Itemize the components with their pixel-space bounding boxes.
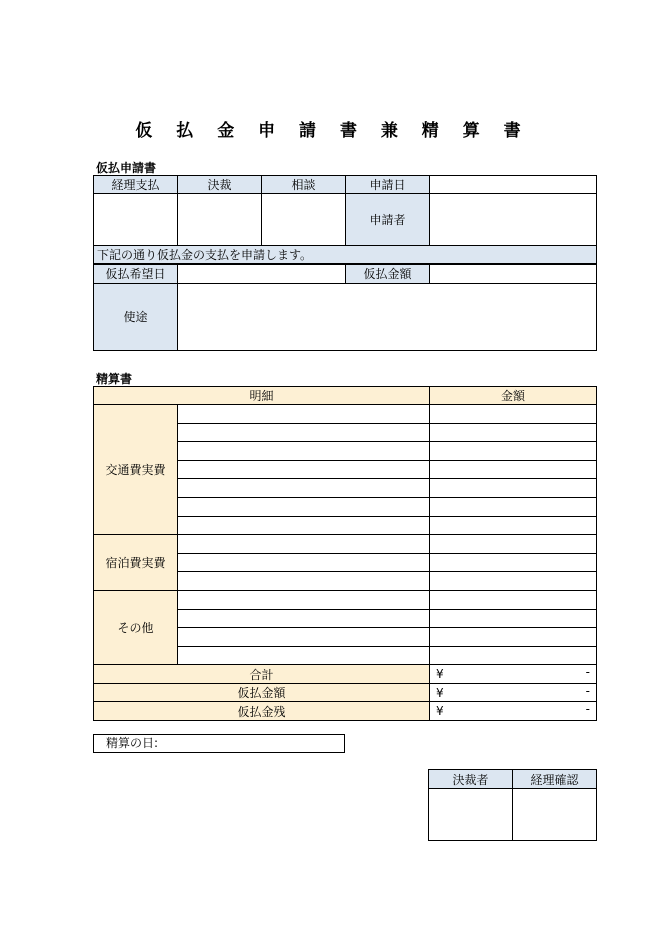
detail-row[interactable] (178, 479, 430, 498)
accounting-check-header: 経理確認 (513, 770, 597, 789)
advance-balance-amount (430, 702, 597, 721)
total-amount (430, 665, 597, 684)
amount-header: 金額 (430, 387, 597, 405)
yen-symbol: ¥ (436, 704, 444, 719)
settlement-date-label: 精算の日: (106, 736, 159, 750)
amount-row[interactable] (430, 423, 597, 442)
detail-row[interactable] (178, 442, 430, 461)
amount-row[interactable] (430, 590, 597, 609)
advance-total-value: - (585, 683, 591, 698)
detail-row[interactable] (178, 516, 430, 535)
consultation-stamp-box[interactable] (262, 194, 346, 246)
detail-row[interactable] (178, 572, 430, 591)
applicant-label: 申請者 (346, 194, 430, 246)
total-value: - (585, 665, 591, 680)
settlement-section-label: 精算書 (96, 372, 133, 386)
yen-symbol: ¥ (436, 685, 444, 700)
request-table (93, 175, 597, 351)
request-notice: 下記の通り仮払金の支払を申請します。 (94, 246, 597, 265)
detail-row[interactable] (178, 553, 430, 572)
amount-row[interactable] (430, 460, 597, 479)
category-other: その他 (94, 590, 178, 664)
request-section-label: 仮払申請書 (96, 161, 157, 175)
amount-row[interactable] (430, 497, 597, 516)
detail-row[interactable] (178, 628, 430, 647)
detail-row[interactable] (178, 405, 430, 424)
amount-row[interactable] (430, 405, 597, 424)
settlement-date-box[interactable] (93, 734, 345, 753)
detail-row[interactable] (178, 423, 430, 442)
detail-header: 明細 (94, 387, 430, 405)
detail-row[interactable] (178, 609, 430, 628)
header-application-date: 申請日 (346, 176, 430, 194)
approver-stamp-box[interactable] (429, 789, 513, 841)
document-title: 仮 払 金 申 請 書 兼 精 算 書 (135, 121, 530, 141)
amount-row[interactable] (430, 628, 597, 647)
detail-row[interactable] (178, 646, 430, 665)
advance-balance-value: - (585, 702, 591, 717)
advance-amount-label: 仮払金額 (346, 264, 430, 283)
accounting-payment-stamp-box[interactable] (94, 194, 178, 246)
applicant-field[interactable] (430, 194, 597, 246)
header-accounting-payment: 経理支払 (94, 176, 178, 194)
detail-row[interactable] (178, 535, 430, 554)
purpose-label: 使途 (94, 283, 178, 350)
advance-balance-label: 仮払金残 (94, 702, 430, 721)
category-accommodation: 宿泊費実費 (94, 535, 178, 591)
amount-row[interactable] (430, 553, 597, 572)
header-consultation: 相談 (262, 176, 346, 194)
desired-date-label: 仮払希望日 (94, 264, 178, 283)
advance-amount-field[interactable] (430, 264, 597, 283)
yen-symbol: ¥ (436, 667, 444, 682)
category-transportation: 交通費実費 (94, 405, 178, 535)
decision-stamp-box[interactable] (178, 194, 262, 246)
detail-row[interactable] (178, 497, 430, 516)
purpose-field[interactable] (178, 283, 597, 350)
desired-date-field[interactable] (178, 264, 346, 283)
amount-row[interactable] (430, 442, 597, 461)
advance-total-amount (430, 683, 597, 702)
amount-row[interactable] (430, 479, 597, 498)
amount-row[interactable] (430, 516, 597, 535)
approval-table (428, 769, 597, 841)
amount-row[interactable] (430, 646, 597, 665)
application-date-field[interactable] (430, 176, 597, 194)
amount-row[interactable] (430, 609, 597, 628)
accounting-check-stamp-box[interactable] (513, 789, 597, 841)
total-label: 合計 (94, 665, 430, 684)
advance-total-label: 仮払金額 (94, 683, 430, 702)
amount-row[interactable] (430, 572, 597, 591)
header-decision: 決裁 (178, 176, 262, 194)
amount-row[interactable] (430, 535, 597, 554)
detail-row[interactable] (178, 590, 430, 609)
approver-header: 決裁者 (429, 770, 513, 789)
settlement-table (93, 386, 597, 721)
detail-row[interactable] (178, 460, 430, 479)
